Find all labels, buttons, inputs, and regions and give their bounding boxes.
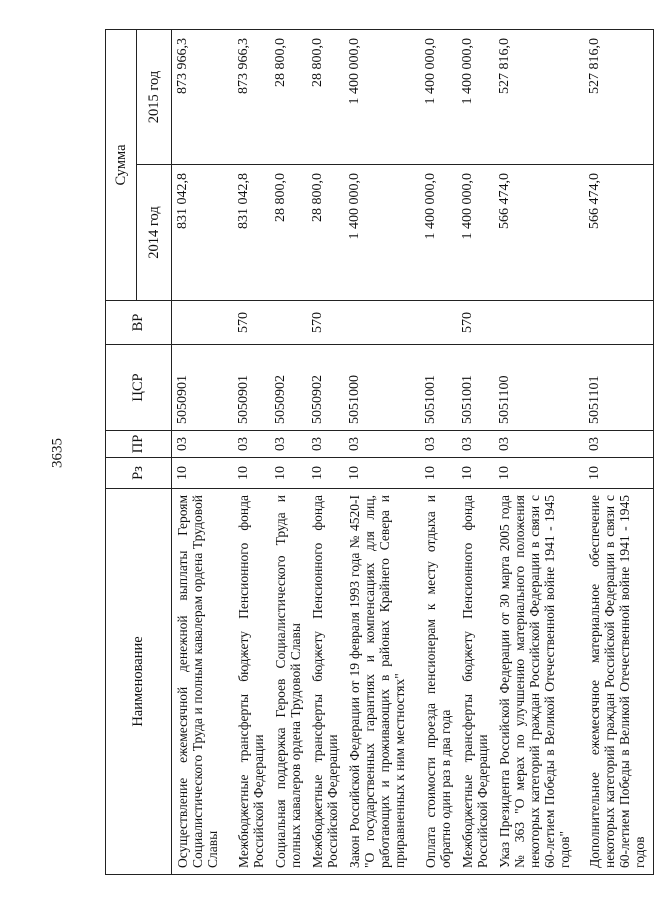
row-name: Закон Российской Федерации от 19 февраля 1993 года № 4520-I "О государственных гарантиях и компенсациях для лиц, работающих и проживающих в районах Крайнего Севера и приравненных к ним местностях" [344,489,420,875]
row-sum-2014: 1 400 000,0 [344,165,420,301]
row-sum-2015: 873 966,3 [233,30,270,165]
row-vr [172,301,233,345]
row-pr: 03 [420,431,457,458]
table-body [172,30,654,875]
row-csr: 5051000 [344,345,420,431]
row-vr: 570 [307,301,344,345]
row-sum-2015: 527 816,0 [494,30,584,165]
row-sum-2014: 831 042,8 [233,165,270,301]
row-sum-2014: 831 042,8 [172,165,233,301]
row-rz: 10 [494,458,584,489]
row-rz: 10 [457,458,494,489]
row-sum-2014: 566 474,0 [494,165,584,301]
row-csr: 5051001 [420,345,457,431]
row-sum-2014: 566 474,0 [584,165,654,301]
header-sum: Сумма [106,30,137,301]
row-name: Межбюджетные трансферты бюджету Пенсионного фонда Российской Федерации [457,489,494,875]
row-rz: 10 [233,458,270,489]
row-pr: 03 [584,431,654,458]
table-row [420,30,457,875]
row-rz: 10 [420,458,457,489]
row-name: Межбюджетные трансферты бюджету Пенсионного фонда Российской Федерации [307,489,344,875]
row-csr: 5050902 [270,345,307,431]
row-sum-2014: 28 800,0 [270,165,307,301]
table-row [270,30,307,875]
header-2014: 2014 год [137,165,172,301]
budget-table [105,29,654,875]
row-csr: 5051101 [584,345,654,431]
row-sum-2014: 1 400 000,0 [457,165,494,301]
row-sum-2015: 28 800,0 [270,30,307,165]
row-sum-2015: 1 400 000,0 [420,30,457,165]
row-name: Указ Президента Российской Федерации от 30 марта 2005 года № 363 "О мерах по улучшению материального положения некоторых категорий граждан Российской Федерации в связи с 60-летием Победы в Великой Отечественной войне 1941 - 1945 годов" [494,489,584,875]
page-number-box [18,413,98,493]
row-pr: 03 [270,431,307,458]
row-sum-2015: 1 400 000,0 [457,30,494,165]
header-pr: ПР [106,431,172,458]
row-csr: 5050901 [172,345,233,431]
row-csr: 5051001 [457,345,494,431]
row-rz: 10 [584,458,654,489]
row-pr: 03 [233,431,270,458]
row-sum-2015: 873 966,3 [172,30,233,165]
budget-table-container [105,30,647,875]
row-sum-2015: 527 816,0 [584,30,654,165]
row-sum-2015: 28 800,0 [307,30,344,165]
row-vr [584,301,654,345]
table-row [233,30,270,875]
row-csr: 5050902 [307,345,344,431]
row-name: Дополнительное ежемесячное материальное обеспечение некоторых категорий граждан Российской Федерации в связи с 60-летием Победы в Великой Отечественной войне 1941 - 1945 годов [584,489,654,875]
row-rz: 10 [172,458,233,489]
row-pr: 03 [344,431,420,458]
row-rz: 10 [344,458,420,489]
row-csr: 5050901 [233,345,270,431]
table-row [494,30,584,875]
row-vr: 570 [457,301,494,345]
table-row [584,30,654,875]
row-vr: 570 [233,301,270,345]
row-rz: 10 [307,458,344,489]
row-vr [270,301,307,345]
row-sum-2014: 28 800,0 [307,165,344,301]
row-pr: 03 [307,431,344,458]
header-rz: Рз [106,458,172,489]
row-rz: 10 [270,458,307,489]
row-vr [344,301,420,345]
header-2015: 2015 год [137,30,172,165]
row-pr: 03 [494,431,584,458]
header-name: Наименование [106,489,172,875]
row-vr [494,301,584,345]
header-csr: ЦСР [106,345,172,431]
row-name: Межбюджетные трансферты бюджету Пенсионного фонда Российской Федерации [233,489,270,875]
table-row [457,30,494,875]
row-pr: 03 [172,431,233,458]
page-number: 3635 [49,438,66,468]
table-row [344,30,420,875]
header-vr: ВР [106,301,172,345]
row-csr: 5051100 [494,345,584,431]
row-name: Оплата стоимости проезда пенсионерам к месту отдыха и обратно один раз в два года [420,489,457,875]
row-name: Осуществление ежемесячной денежной выплаты Героям Социалистического Труда и полным кавалерам ордена Трудовой Славы [172,489,233,875]
table-row [172,30,233,875]
row-name: Социальная поддержка Героев Социалистического Труда и полных кавалеров ордена Трудовой Славы [270,489,307,875]
rotated-table-wrapper [105,30,647,875]
row-vr [420,301,457,345]
table-row [307,30,344,875]
row-sum-2014: 1 400 000,0 [420,165,457,301]
row-pr: 03 [457,431,494,458]
row-sum-2015: 1 400 000,0 [344,30,420,165]
